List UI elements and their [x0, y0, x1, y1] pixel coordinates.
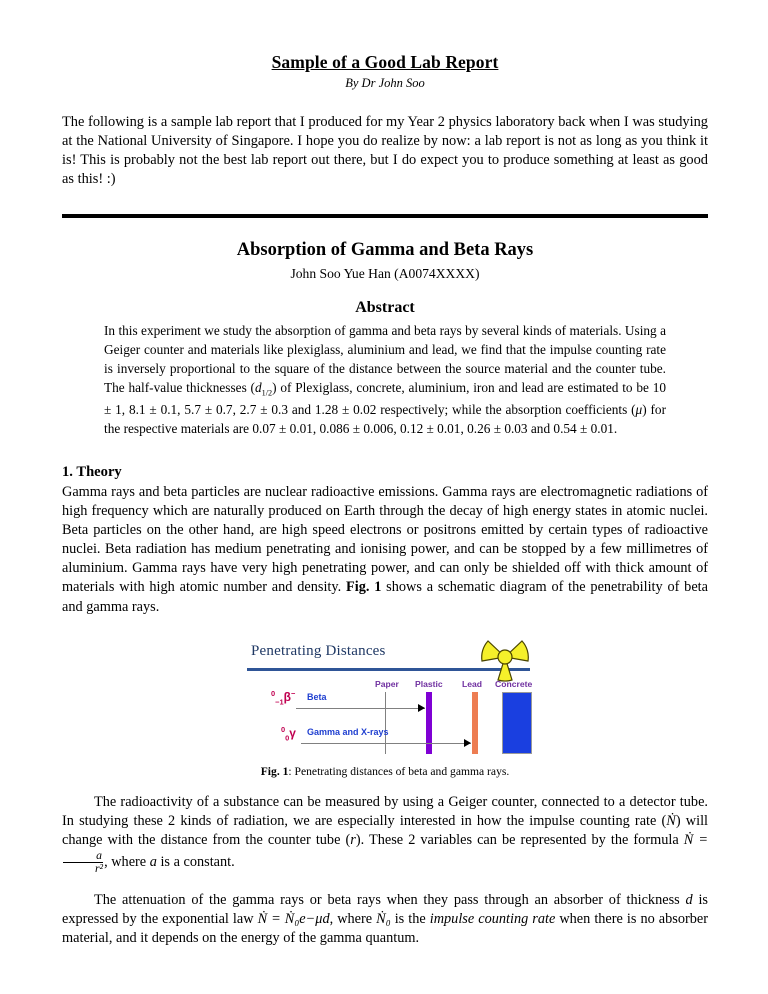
ray-label-beta: Beta	[307, 691, 327, 702]
ray-line-gamma	[301, 743, 471, 744]
ray-arrow-gamma	[464, 739, 471, 747]
theory-p3-part-c: , where	[329, 910, 377, 927]
figure-1	[62, 631, 708, 778]
absorber-bar-paper	[385, 692, 386, 754]
theory-p2-part-c: ). These 2 variables can be represented by the formula	[355, 831, 684, 848]
beta-glyph: β	[283, 689, 291, 704]
abstract-part-2: ) of Plexiglass, concrete, aluminium, iron and lead are estimated to be 10 ± 1, 8.1 ± 0.1, 5.7 ± 0.7, 2.7 ± 0.3 and 1.28 ± 0.02 respectively; while the absorption coefficients (	[104, 380, 666, 418]
figure-reference: Fig. 1	[345, 579, 382, 596]
theory-p3-part-d: is the	[390, 910, 430, 927]
symbol-n-dot: Ṅ	[666, 812, 676, 829]
document-title: Sample of a Good Lab Report	[271, 52, 499, 72]
material-label-concrete: Concrete	[495, 678, 533, 689]
symbol-n-dot-zero: Ṅ₀	[376, 910, 391, 927]
preface-paragraph: The following is a sample lab report that I produced for my Year 2 physics laboratory back when I was studying at the National University of Singapore. I hope you do realize by now: a lab report is not as long as you think it is! This is probably not the best lab report out there, but I do expect you to produce something at least as good as this! :)	[62, 114, 708, 188]
absorber-bar-plastic	[426, 692, 432, 754]
material-label-plastic: Plastic	[415, 678, 443, 689]
beta-atomic-number: −1	[275, 697, 284, 707]
section-heading-theory: 1. Theory	[62, 463, 122, 480]
theory-p2-part-b: ) will change with the distance from the counter tube (	[62, 812, 709, 848]
figure-image	[229, 631, 541, 759]
theory-p2-part-d: , where	[104, 853, 150, 870]
document-byline: By Dr John Soo	[345, 76, 425, 90]
figure-inner-title: Penetrating Distances	[251, 642, 386, 659]
beta-charge: −	[290, 688, 296, 698]
theory-p3-part-a: The attenuation of the gamma rays or beta rays when they pass through an absorber of thickness	[94, 891, 686, 908]
theory-p1-part-a: Gamma rays and beta particles are nuclear radioactive emissions. Gamma rays are electromagnetic radiations of high frequency which are naturally produced on Earth through the decay of high energy states in atomic nuclei. Beta particles on the other hand, are high speed electrons or positrons emitted by certain types of radioactive nuclei. Beta radiation has medium penetrating and ionising power, and can be stopped by a few millimetres of aluminium. Gamma rays have very high penetrating power, and can only be shielded off with thick amount of materials with high atomic number and density.	[62, 483, 708, 596]
formula-denominator: r²	[63, 862, 103, 875]
symbol-a: a	[149, 853, 157, 870]
gamma-particle-symbol	[281, 725, 296, 742]
symbol-r: r	[350, 831, 356, 848]
symbol-d-thickness: d	[685, 891, 693, 908]
abstract-body	[104, 321, 666, 439]
beta-mass-number: 0	[271, 688, 276, 698]
ray-label-gamma: Gamma and X-rays	[307, 726, 389, 737]
formula-inverse-square-fraction	[63, 850, 103, 876]
theory-p3-part-b: is expressed by the exponential law	[62, 891, 708, 927]
material-label-lead: Lead	[462, 678, 483, 689]
radiation-trefoil-icon	[474, 631, 536, 686]
absorber-bar-concrete	[502, 692, 532, 754]
ray-line-beta	[296, 708, 425, 709]
abstract-part-1: In this experiment we study the absorption of gamma and beta rays by several kinds of materials. Using a Geiger counter and materials like plexiglass, aluminium and lead, we find that the impulse counting rate is inversely proportional to the square of the distance between the source material and the counter tube. The half-value thicknesses (	[104, 322, 666, 396]
figure-caption-label: Fig. 1	[260, 764, 289, 778]
formula-numerator: a	[96, 849, 102, 863]
symbol-d: d	[254, 380, 262, 396]
abstract-part-3: ) for the respective materials are 0.07 ± 0.01, 0.086 ± 0.006, 0.12 ± 0.01, 0.26 ± 0.03 and 0.54 ± 0.01.	[104, 402, 666, 437]
theory-p3-part-e: when there is no absorber material, and it depends on the energy of the gamma quantum.	[62, 910, 708, 947]
absorber-bar-lead	[472, 692, 478, 754]
gamma-mass-number: 0	[281, 724, 286, 734]
report-author: John Soo Yue Han (A0074XXXX)	[290, 265, 480, 281]
report-title: Absorption of Gamma and Beta Rays	[236, 239, 534, 260]
formula-exponential-law: Ṅ = Ṅ₀e−μd	[257, 910, 330, 927]
theory-p2-part-e: is a constant.	[156, 853, 235, 870]
gamma-atomic-number: 0	[285, 733, 290, 743]
figure-caption	[62, 765, 708, 778]
section-divider	[62, 214, 708, 218]
theory-p1-part-b: shows a schematic diagram of the penetrability of beta and gamma rays.	[62, 579, 708, 615]
italic-phrase-impulse-counting-rate: impulse counting rate	[429, 910, 556, 927]
gamma-glyph: γ	[289, 725, 296, 740]
formula-inverse-square-lhs: Ṅ =	[683, 831, 708, 848]
figure-caption-text: : Penetrating distances of beta and gamma rays.	[288, 764, 510, 778]
symbol-d-subscript: 1/2	[261, 389, 273, 399]
beta-particle-symbol	[271, 689, 295, 706]
theory-p2-part-a: The radioactivity of a substance can be measured by using a Geiger counter, connected to a detector tube. In studying these 2 kinds of radiation, we are especially interested in how the impulse counting rate (	[62, 793, 708, 829]
abstract-heading: Abstract	[355, 298, 415, 316]
ray-arrow-beta	[418, 704, 425, 712]
material-label-paper: Paper	[375, 678, 399, 689]
theory-paragraph-3	[62, 891, 708, 948]
theory-paragraph-2	[62, 793, 708, 876]
symbol-mu: μ	[635, 402, 643, 418]
theory-paragraph-1	[62, 483, 708, 617]
